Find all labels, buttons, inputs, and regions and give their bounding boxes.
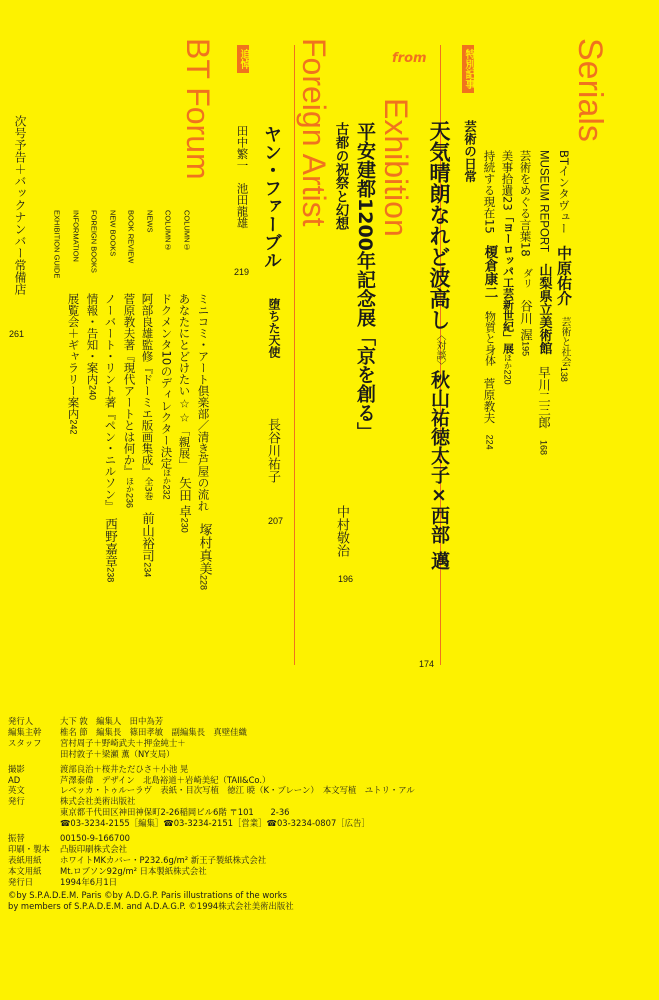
divider-line [294,45,295,665]
next-issue-entry: 次号予告＋バックナンバー常備店 [13,115,27,295]
special-article-tag: 特別記事 [462,45,474,93]
foreign-title: ヤン・ファーブル [261,125,282,269]
foreign-page-number: 207 [268,516,284,526]
forum-entry: ドクメンタ10のディレクター決定ほか232 [159,293,174,500]
exhibition-subtitle: 古都の祝祭と幻想 [332,122,349,230]
credit-row: 発行 株式会社美術出版社 [8,796,136,807]
credit-row: 印刷・製本 凸版印刷株式会社 [8,843,127,854]
serial-entry: 美事拾遺23「ヨーロッパ工芸新世紀」展ほか220 [500,150,515,385]
forum-label: FOREIGN BOOKS [89,210,99,273]
credit-row: 田村敦子＋梁瀬 薫（NY支局） [60,748,175,759]
credit-row: 英文 レベッカ・トゥルーラヴ 表紙・目次写植 徳江 暁（K・ブレーン） 本文写植 ユトリ・アル [8,785,415,796]
credit-row: 撮影 渡部良治＋桜井ただひさ＋小池 晃 [8,763,189,774]
forum-entry: 菅原教夫著『現代アートとは何か』ほか236 [122,293,137,509]
forum-entry: ミニコミ・アート倶楽部／清き芦屋の流れ 塚村真美228 [196,293,212,591]
special-kicker: 芸術の日常 [462,120,478,183]
serial-entry: 持続する現在15 榎倉康二 物質と身体 菅原教夫 224 [481,150,498,450]
forum-label: BOOK REVIEW [126,210,136,264]
foreign-subtitle: 堕ちた天使 [267,298,281,358]
section-foreign-artist: Foreign Artist [296,38,332,227]
special-page-number: 174 [419,659,435,669]
credit-row: 表紙用紙 ホワイトMKカバー・P232.6g/m² 新王子製紙株式会社 [8,854,267,865]
foreign-author: 長谷川祐子 [265,418,280,483]
forum-entry: あなたにとどけたい☆☆「親展」 矢田 卓230 [177,293,193,533]
copyright-line: by members of S.P.A.D.E.M. and A.D.A.G.P. ©1994株式会社美術出版社 [8,900,294,911]
forum-entry: 展覧会＋ギャラリー案内242 [66,293,81,435]
memorial-tag: 追悼 [237,45,249,73]
forum-entry: 情報・告知・案内240 [85,293,100,401]
next-issue-page-number: 261 [9,329,25,339]
special-title: 天気晴朗なれど波高し〈対談〉秋山祐徳太子×西部 邁 [427,120,451,570]
credit-row: 編集主幹 椎名 節 編集長 篠田孝敏 副編集長 真壁佳織 [8,726,247,737]
forum-label: EXHIBITION GUIDE [52,210,62,279]
forum-label: INFORMATION [71,210,81,262]
section-from-label: from [392,51,427,66]
memorial-entry: 田中繁一 池田龍雄 [235,125,250,229]
copyright-line: ©by S.P.A.D.E.M. Paris ©by A.D.G.P. Paris illustrations of the works [8,889,287,900]
forum-label: COLUMN② [163,210,173,252]
credit-row: 東京都千代田区神田神保町2-26稲岡ビル6階 〒101 2-36 [60,807,290,818]
forum-entry: ノーバート・リント著『ペン・ニルソン』 西野嘉章238 [103,293,119,583]
forum-label: NEW BOOKS [108,210,118,257]
section-exhibition: Exhibition [378,98,414,237]
serial-entry: 芸術をめぐる言葉18 ダリ 谷川 渥195 [518,150,534,357]
credit-row: 発行人 大下 敦 編集人 田中為芳 [8,716,164,726]
forum-entry: 阿部良雄監修『ドーミエ版画集成』全3巻 前山裕司234 [140,293,156,578]
credit-row: スタッフ 宮村周子＋野崎武夫＋押金純士＋ [8,737,186,748]
section-serials: Serials [571,38,609,142]
serial-entry: BTインタヴュー 中原佑介 芸術と社会138 [555,150,573,382]
credit-row: ☎03-3234-2155［編集］☎03-3234-2151［営業］☎03-3234-0807［広告］ [60,818,370,829]
exhibition-page-number: 196 [338,574,354,584]
exhibition-author: 中村敬治 [334,505,349,557]
credit-row: 振替 00150-9-166700 [8,833,130,844]
forum-label: NEWS [145,210,155,233]
credit-row: 本文用紙 Mt.ロブソン92g/m² 日本製紙株式会社 [8,865,207,876]
forum-label: COLUMN① [182,210,192,252]
exhibition-title: 平安建都1200年記念展「京を創る」 [354,122,376,441]
memorial-page-number: 219 [234,267,250,277]
credit-row: 発行日 1994年6月1日 [8,876,118,887]
serial-entry: MUSEUM REPORT 山梨県立美術館 早川二三郎 168 [536,150,552,456]
credits-block [8,716,653,911]
section-bt-forum: BT Forum [180,38,216,180]
credit-row: AD 芦澤泰偉 デザイン 北島裕道＋岩崎美紀（TAII&Co.） [8,774,271,785]
